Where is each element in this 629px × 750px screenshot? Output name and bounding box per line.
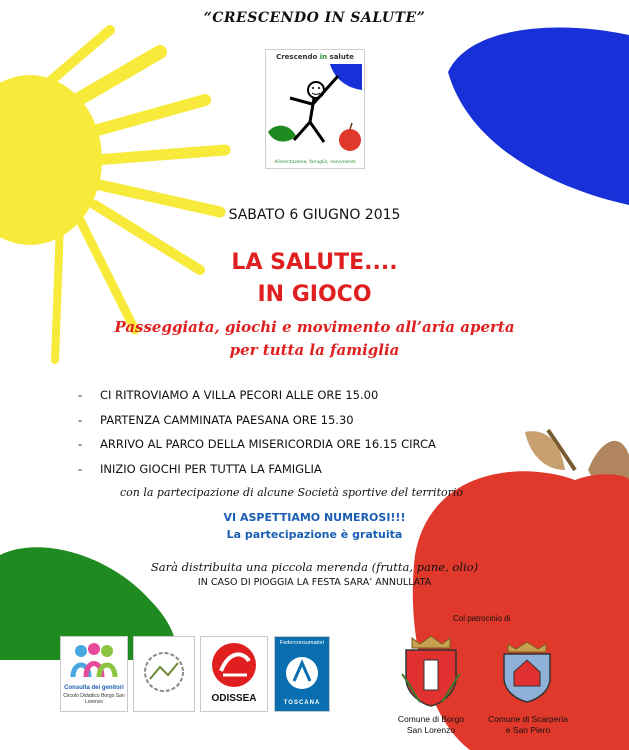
rain-note: IN CASO DI PIOGGIA LA FESTA SARA’ ANNULLATA [197, 577, 432, 588]
invitation-line1: VI ASPETTIAMO NUMEROSI!!! [223, 511, 406, 524]
consulta-subtitle: Circolo Didattico Borgo San Lorenzo [63, 693, 125, 705]
snack-note: Sarà distribuita una piccola merenda (frutta, pane, olio) [150, 560, 479, 574]
subtitle-line2: per tutta la famiglia [229, 341, 400, 359]
invitation-line2: La partecipazione è gratuita [226, 528, 403, 541]
list-item [78, 413, 436, 438]
odissea-emblem-icon [209, 641, 259, 689]
consulta-title: Consulta dei genitori [64, 685, 124, 691]
comune-scarperia-line2: e San Piero [505, 725, 551, 735]
logo-subtitle: Alimentazione, famiglia, movimento [274, 160, 356, 165]
patronage-label: Col patrocinio di [453, 614, 511, 623]
headline-line1: LA SALUTE.... [231, 250, 398, 275]
scarperia-crest-icon [500, 640, 554, 704]
crescendo-logo [265, 49, 365, 169]
list-item-text: CI RITROVIAMO A VILLA PECORI ALLE ORE 15.00 [100, 388, 379, 402]
list-item [78, 437, 436, 462]
stick-figure-icon [266, 62, 364, 154]
list-item-text: INIZIO GIOCHI PER TUTTA LA FAMIGLIA [100, 461, 322, 476]
list-dash: - [78, 461, 83, 476]
schedule-list [78, 388, 436, 486]
list-dash: - [78, 412, 83, 427]
blue-leaf-icon [448, 27, 629, 205]
circle-emblem-icon [140, 649, 188, 695]
list-item [78, 388, 436, 413]
school-logo [133, 636, 195, 712]
federconsumatori-top: Federconsumatori [279, 640, 325, 646]
odissea-logo [200, 636, 268, 712]
event-date: SABATO 6 GIUGNO 2015 [228, 207, 401, 223]
headline-line2: IN GIOCO [257, 282, 372, 307]
federconsumatori-emblem-icon [284, 653, 320, 693]
logo-title [266, 53, 364, 61]
list-dash: - [78, 437, 83, 451]
logo-title-part1: Crescendo [276, 53, 320, 61]
family-icon [69, 641, 119, 681]
comune-borgo-line2: San Lorenzo [406, 725, 456, 735]
list-item-text: ARRIVO AL PARCO DELLA MISERICORDIA ORE 16.15 CIRCA [100, 437, 436, 451]
comune-borgo-line1: Comune di Borgo [397, 714, 465, 724]
comune-scarperia-line1: Comune di Scarperia [488, 714, 568, 724]
list-item [78, 462, 436, 487]
federconsumatori-bottom: TOSCANA [283, 700, 321, 706]
logo-title-part2: in [319, 53, 328, 61]
subtitle-line1: Passeggiata, giochi e movimento all’aria aperta [114, 318, 515, 336]
event-series-title: “CRESCENDO IN SALUTE” [203, 10, 426, 26]
logo-title-part3: salute [327, 53, 354, 61]
borgo-crest-icon [400, 634, 462, 708]
comune-borgo-label [383, 714, 479, 736]
consulta-genitori-logo [60, 636, 128, 712]
federconsumatori-logo [274, 636, 330, 712]
odissea-name: ODISSEA [211, 693, 257, 704]
list-dash: - [78, 388, 83, 402]
comune-scarperia-label [478, 714, 578, 736]
partnership-note: con la partecipazione di alcune Società sportive del territorio [120, 486, 464, 499]
list-item-text: PARTENZA CAMMINATA PAESANA ORE 15.30 [100, 412, 354, 427]
